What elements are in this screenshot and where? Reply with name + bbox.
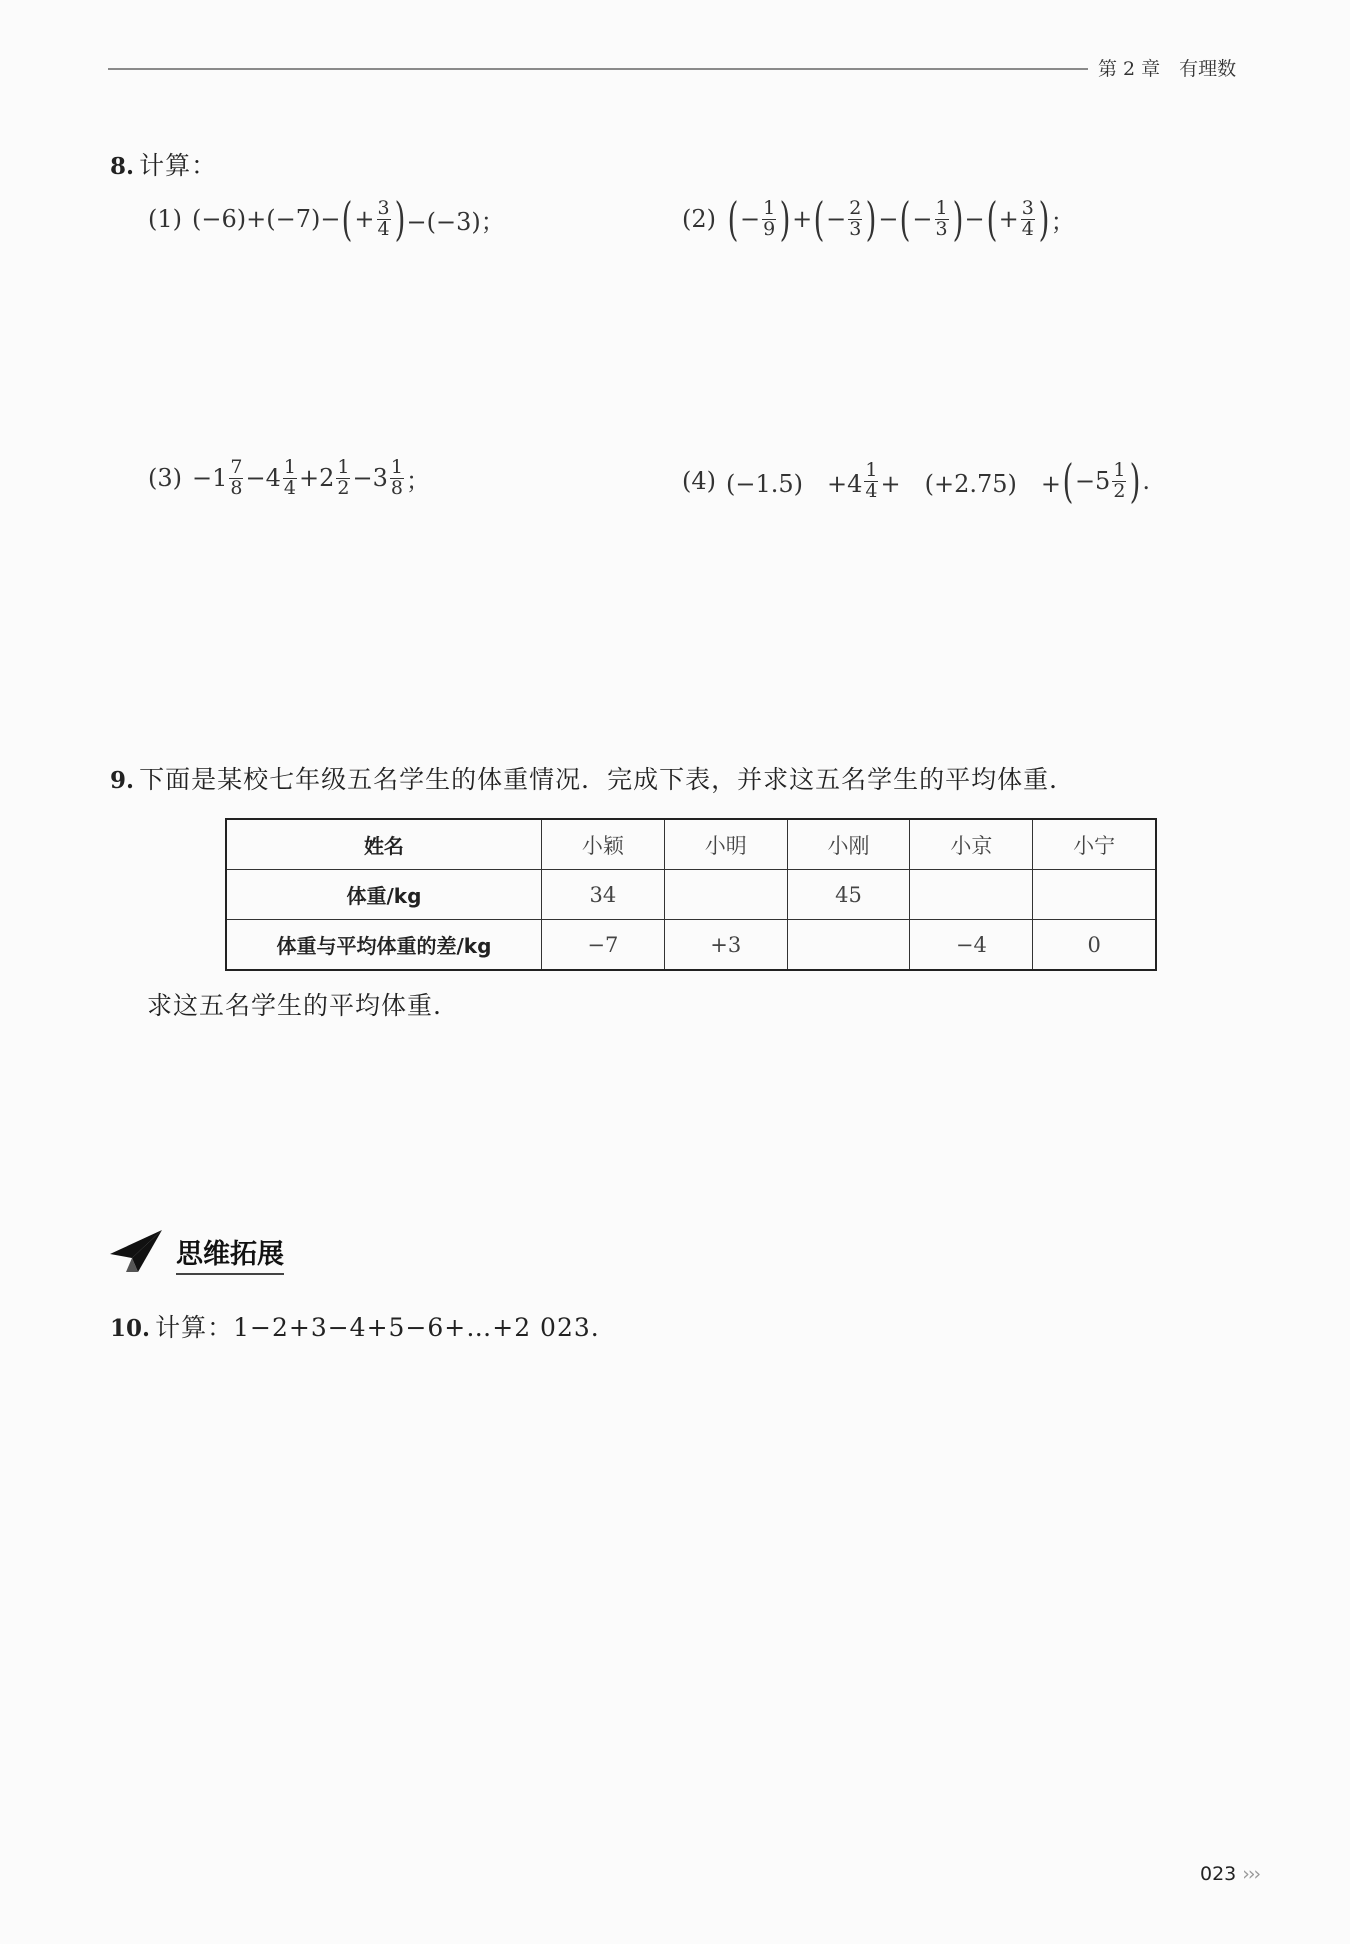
- table-cell: [1033, 870, 1156, 920]
- whole-part: +2: [298, 464, 335, 493]
- left-paren: (: [342, 192, 353, 246]
- header-rule: [108, 68, 1088, 70]
- question-prompt: 下面是某校七年级五名学生的体重情况．完成下表，并求这五名学生的平均体重．: [139, 765, 1076, 794]
- numerator: 1: [763, 196, 776, 219]
- punctuation: ；: [405, 466, 430, 495]
- table-cell: 45: [787, 870, 910, 920]
- q8-part-3: [148, 458, 430, 499]
- part-label: (4): [682, 467, 716, 495]
- page-number-value: 023: [1200, 1863, 1237, 1885]
- numerator: 1: [935, 196, 948, 219]
- expr-sign: −: [912, 205, 933, 233]
- numerator: 1: [337, 456, 350, 478]
- fraction: [377, 196, 391, 240]
- table-cell: 体重与平均体重的差/kg: [226, 920, 541, 971]
- left-paren: (: [1062, 454, 1074, 508]
- question-8-heading: [110, 146, 217, 182]
- fraction: [336, 458, 350, 499]
- table-header-row: [226, 819, 1156, 870]
- part-label: (3): [148, 464, 182, 493]
- denominator: 9: [763, 217, 776, 240]
- whole-part: −4: [245, 464, 281, 493]
- right-paren: ): [1038, 192, 1050, 246]
- fraction: [1112, 458, 1126, 502]
- left-paren: (: [900, 192, 911, 246]
- question-9-heading: [110, 760, 1075, 796]
- punctuation: .: [1142, 467, 1151, 495]
- fraction: [762, 196, 776, 240]
- expr-sign: −: [739, 205, 761, 233]
- table-cell: [664, 870, 787, 920]
- paper-plane-icon: [108, 1228, 164, 1278]
- table-cell: −4: [910, 920, 1033, 971]
- weight-table: [225, 818, 1157, 971]
- section-title: 思维拓展: [176, 1232, 284, 1275]
- page-number: [1200, 1863, 1259, 1885]
- left-paren: (: [813, 192, 825, 246]
- q8-part-1: [148, 192, 505, 246]
- question-number: 10.: [110, 1315, 151, 1342]
- denominator: 3: [935, 217, 948, 240]
- expr-term: (−6)+(−7)−: [192, 205, 341, 233]
- denominator: 4: [283, 476, 296, 499]
- right-paren: ): [1130, 454, 1141, 508]
- q8-part-2: [682, 192, 1075, 246]
- left-paren: (: [986, 192, 998, 246]
- question-number: 8.: [110, 153, 135, 180]
- right-paren: ): [952, 192, 963, 246]
- table-cell: [787, 920, 910, 971]
- operator: −: [878, 205, 899, 233]
- part-label: (1): [148, 205, 182, 233]
- expr-sign: +: [998, 205, 1019, 233]
- right-paren: ): [394, 192, 405, 246]
- section-header: [108, 1228, 284, 1278]
- punctuation: ；: [1050, 207, 1075, 236]
- fraction: [283, 458, 297, 499]
- part-label: (2): [682, 205, 716, 233]
- expr-term: + (+2.75) +: [880, 469, 1061, 498]
- question-10: [110, 1308, 600, 1344]
- expr-sign: −: [826, 205, 847, 233]
- numerator: 1: [1113, 458, 1126, 481]
- chevrons-right-icon: ›››: [1242, 1863, 1260, 1885]
- expr-term: −(−3)；: [406, 207, 505, 236]
- question-prompt: 计算：: [139, 151, 218, 180]
- denominator: 2: [1113, 479, 1126, 502]
- denominator: 8: [390, 476, 403, 499]
- denominator: 4: [865, 479, 878, 502]
- fraction: [1021, 196, 1035, 240]
- fraction: [935, 196, 949, 240]
- whole-part: −5: [1074, 467, 1111, 495]
- table-row: [226, 870, 1156, 920]
- left-paren: (: [727, 192, 739, 246]
- numerator: 3: [377, 196, 390, 219]
- numerator: 1: [283, 456, 296, 478]
- expr-term: (−1.5) +4: [726, 469, 863, 498]
- fraction: [229, 458, 243, 499]
- numerator: 1: [390, 456, 403, 478]
- table-cell: −7: [541, 920, 664, 971]
- table-cell: 体重/kg: [226, 870, 541, 920]
- whole-part: −3: [352, 464, 388, 493]
- question-number: 9.: [110, 767, 135, 794]
- question-9-followup: 求这五名学生的平均体重.: [147, 991, 442, 1020]
- denominator: 2: [337, 476, 350, 499]
- operator: +: [792, 205, 813, 233]
- table-cell: 小京: [910, 819, 1033, 870]
- right-paren: ): [865, 192, 877, 246]
- fraction: [848, 196, 862, 240]
- numerator: 3: [1021, 196, 1034, 219]
- table-cell: [910, 870, 1033, 920]
- denominator: 4: [1021, 217, 1034, 240]
- table-cell: 小刚: [787, 819, 910, 870]
- table-cell: +3: [664, 920, 787, 971]
- table-cell: 小明: [664, 819, 787, 870]
- numerator: 2: [849, 196, 862, 219]
- denominator: 3: [849, 217, 862, 240]
- numerator: 1: [865, 458, 878, 481]
- fraction: [864, 458, 878, 502]
- table-cell: 0: [1033, 920, 1156, 971]
- right-paren: ): [779, 192, 791, 246]
- chapter-title: 第 2 章 有理数: [1098, 58, 1237, 80]
- question-expression: 1−2+3−4+5−6+…+2 023.: [233, 1313, 600, 1342]
- q8-part-4: [682, 454, 1151, 508]
- numerator: 7: [230, 456, 243, 478]
- expr-sign: +: [354, 205, 375, 233]
- table-cell: 姓名: [226, 819, 541, 870]
- table-row: [226, 920, 1156, 971]
- question-prompt: 计算：: [155, 1313, 234, 1342]
- whole-part: −1: [192, 464, 228, 493]
- fraction: [390, 458, 404, 499]
- table-cell: 34: [541, 870, 664, 920]
- denominator: 4: [377, 217, 390, 240]
- operator: −: [964, 205, 985, 233]
- table-cell: 小宁: [1033, 819, 1156, 870]
- denominator: 8: [230, 476, 243, 499]
- table-cell: 小颖: [541, 819, 664, 870]
